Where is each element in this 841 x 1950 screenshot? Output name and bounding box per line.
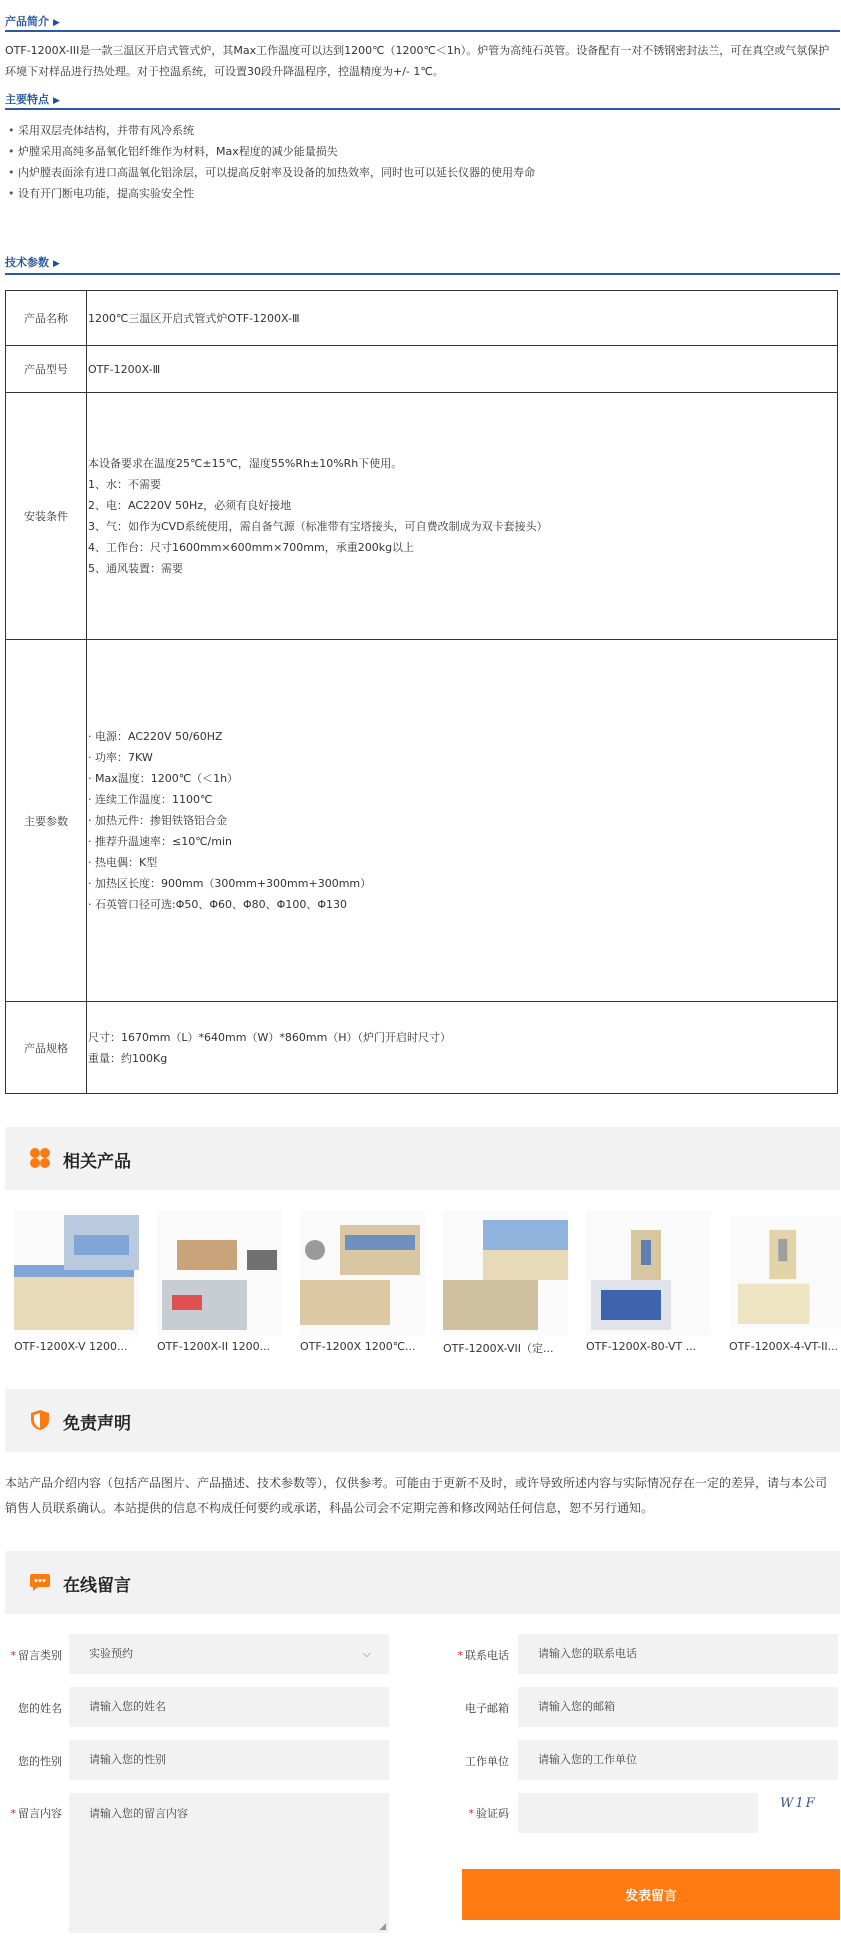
product-card[interactable]: [300, 1210, 425, 1353]
product-card[interactable]: [586, 1210, 711, 1353]
category-value: 实验预约: [89, 1647, 133, 1660]
features-title: 主要特点: [5, 93, 49, 106]
product-caption[interactable]: OTF-1200X 1200℃...: [300, 1340, 416, 1353]
value-line: · 推荐升温速率：≤10℃/min: [88, 835, 233, 848]
feature-item: • 内炉膛表面涂有进口高温氧化铝涂层，可以提高反射率及设备的加热效率，同时也可以延长仪器的使用寿命: [8, 162, 535, 183]
triangle-right-icon: ▶: [53, 259, 60, 269]
triangle-right-icon: ▶: [53, 18, 60, 28]
product-card[interactable]: [157, 1210, 282, 1353]
row-label: 产品名称: [6, 291, 87, 346]
row-value: [87, 1002, 838, 1094]
content-label-text: 留言内容: [18, 1807, 62, 1820]
required-mark: *: [457, 1649, 463, 1662]
triangle-right-icon: ▶: [53, 96, 60, 106]
captcha-image[interactable]: W1F: [780, 1796, 817, 1811]
table-row: [6, 346, 838, 393]
value-line: 1、水：不需要: [88, 478, 161, 491]
company-field[interactable]: [518, 1740, 838, 1780]
value-line: · 连续工作温度：1100℃: [88, 793, 213, 806]
row-value: [87, 393, 838, 640]
message-header: [5, 1551, 840, 1614]
chevron-down-icon: ⌵: [362, 1647, 371, 1660]
product-image: [443, 1210, 568, 1335]
intro-title: 产品简介: [5, 15, 49, 28]
features-list: [8, 120, 535, 204]
feature-item: • 设有开门断电功能，提高实验安全性: [8, 183, 535, 204]
email-label: 电子邮箱: [465, 1702, 509, 1715]
product-image: [300, 1210, 425, 1335]
intro-divider: [5, 30, 840, 32]
message-title: 在线留言: [63, 1576, 131, 1596]
product-image: [729, 1210, 841, 1335]
feature-item: • 采用双层壳体结构，并带有风冷系统: [8, 120, 535, 141]
value-line: 5、通风装置：需要: [88, 562, 183, 575]
required-mark: *: [468, 1807, 474, 1820]
product-caption[interactable]: OTF-1200X-V 1200...: [14, 1340, 128, 1353]
product-card[interactable]: [729, 1210, 841, 1353]
name-label: 您的姓名: [18, 1702, 62, 1715]
value-line: 重量：约100Kg: [88, 1051, 168, 1065]
content-placeholder: 请输入您的留言内容: [89, 1807, 188, 1820]
product-image: [586, 1210, 711, 1335]
gender-label: 您的性别: [18, 1755, 62, 1768]
phone-label-text: 联系电话: [465, 1649, 509, 1662]
value-line: · 加热元件：掺钼铁铬铝合金: [88, 814, 227, 827]
value-line: 本设备要求在温度25℃±15℃，湿度55%Rh±10%Rh下使用。: [88, 457, 403, 470]
category-label: [0, 1647, 62, 1663]
disclaimer-header: [5, 1389, 840, 1452]
value-line: · 电源：AC220V 50/60HZ: [88, 730, 223, 743]
captcha-label: [447, 1805, 509, 1821]
params-title: 技术参数: [5, 256, 49, 269]
value-line: OTF-1200X-Ⅲ: [88, 362, 161, 376]
value-line: · 加热区长度：900mm（300mm+300mm+300mm）: [88, 877, 372, 890]
product-caption[interactable]: OTF-1200X-II 1200...: [157, 1340, 271, 1353]
value-line: · 功率：7KW: [88, 751, 153, 764]
content-textarea[interactable]: [69, 1793, 389, 1933]
category-label-text: 留言类别: [18, 1649, 62, 1662]
value-line: 2、电：AC220V 50Hz，必须有良好接地: [88, 499, 292, 512]
phone-label: [447, 1647, 509, 1663]
gender-field[interactable]: [69, 1740, 389, 1780]
intro-text: OTF-1200X-III是一款三温区开启式管式炉，其Max工作温度可以达到1200℃（1200℃＜1h）。炉管为高纯石英管。设备配有一对不锈钢密封法兰，可在真空或气氛保护环境下对样品进行热处理。对于控温系统，可设置30段升降温程序，控温精度为+/- 1℃。: [5, 44, 830, 78]
gender-placeholder: 请输入您的性别: [89, 1753, 166, 1766]
table-row: [6, 393, 838, 640]
email-field[interactable]: [518, 1687, 838, 1727]
row-label: 主要参数: [6, 640, 87, 1002]
row-label: 安装条件: [6, 393, 87, 640]
value-line: · Max温度：1200℃（＜1h）: [88, 772, 239, 785]
features-heading: [5, 91, 60, 107]
value-line: 1200℃三温区开启式管式炉OTF-1200X-Ⅲ: [88, 311, 300, 325]
name-placeholder: 请输入您的姓名: [89, 1700, 166, 1713]
disclaimer-title: 免责声明: [63, 1414, 131, 1434]
captcha-field[interactable]: [518, 1793, 758, 1833]
product-image: [14, 1210, 139, 1335]
product-caption[interactable]: OTF-1200X-4-VT-II...: [729, 1340, 839, 1353]
content-label: [0, 1805, 62, 1821]
submit-button[interactable]: 发表留言: [462, 1869, 840, 1920]
name-field[interactable]: [69, 1687, 389, 1727]
phone-field[interactable]: [518, 1634, 838, 1674]
row-label: 产品型号: [6, 346, 87, 393]
chat-bubble-icon: [29, 1571, 51, 1593]
company-placeholder: 请输入您的工作单位: [538, 1753, 637, 1766]
value-line: 3、气：如作为CVD系统使用，需自备气源（标准带有宝塔接头，可自费改制成为双卡套接头）: [88, 520, 548, 533]
resize-handle-icon[interactable]: ◢: [379, 1922, 386, 1932]
value-line: · 石英管口径可选:Φ50、Φ60、Φ80、Φ100、Φ130: [88, 898, 347, 911]
row-label: 产品规格: [6, 1002, 87, 1094]
params-table: [5, 290, 838, 1094]
feature-item: • 炉膛采用高纯多晶氧化铝纤维作为材料，Max程度的减少能量损失: [8, 141, 535, 162]
table-row: [6, 1002, 838, 1094]
disclaimer-text: 本站产品介绍内容（包括产品图片、产品描述、技术参数等），仅供参考。可能由于更新不及时，或许导致所述内容与实际情况存在一定的差异，请与本公司销售人员联系确认。本站提供的信息不构成任何要约或承诺，科晶公司会不定期完善和修改网站任何信息，恕不另行通知。: [5, 1476, 828, 1515]
required-mark: *: [10, 1649, 16, 1662]
intro-heading: [5, 13, 60, 29]
shield-icon: [29, 1409, 51, 1431]
captcha-label-text: 验证码: [476, 1807, 509, 1820]
value-line: · 热电偶：K型: [88, 856, 158, 869]
value-line: 4、工作台：尺寸1600mm×600mm×700mm，承重200kg以上: [88, 541, 415, 554]
row-value: [87, 346, 838, 393]
row-value: [87, 291, 838, 346]
related-title: 相关产品: [63, 1152, 131, 1172]
value-line: 尺寸：1670mm（L）*640mm（W）*860mm（H）（炉门开启时尺寸）: [88, 1030, 452, 1044]
company-label: 工作单位: [465, 1755, 509, 1768]
related-header: [5, 1127, 840, 1190]
required-mark: *: [10, 1807, 16, 1820]
grid-icon: [29, 1147, 51, 1169]
product-card[interactable]: [14, 1210, 139, 1353]
phone-placeholder: 请输入您的联系电话: [538, 1647, 637, 1660]
product-image: [157, 1210, 282, 1335]
product-card[interactable]: [443, 1210, 568, 1355]
product-caption[interactable]: OTF-1200X-VII（定...: [443, 1342, 554, 1355]
product-caption[interactable]: OTF-1200X-80-VT ...: [586, 1340, 697, 1353]
features-divider: [5, 108, 840, 110]
table-row: [6, 640, 838, 1002]
params-heading: [5, 254, 60, 270]
email-placeholder: 请输入您的邮箱: [538, 1700, 615, 1713]
params-divider: [5, 273, 840, 275]
category-select[interactable]: [69, 1634, 389, 1674]
table-row: [6, 291, 838, 346]
row-value: [87, 640, 838, 1002]
